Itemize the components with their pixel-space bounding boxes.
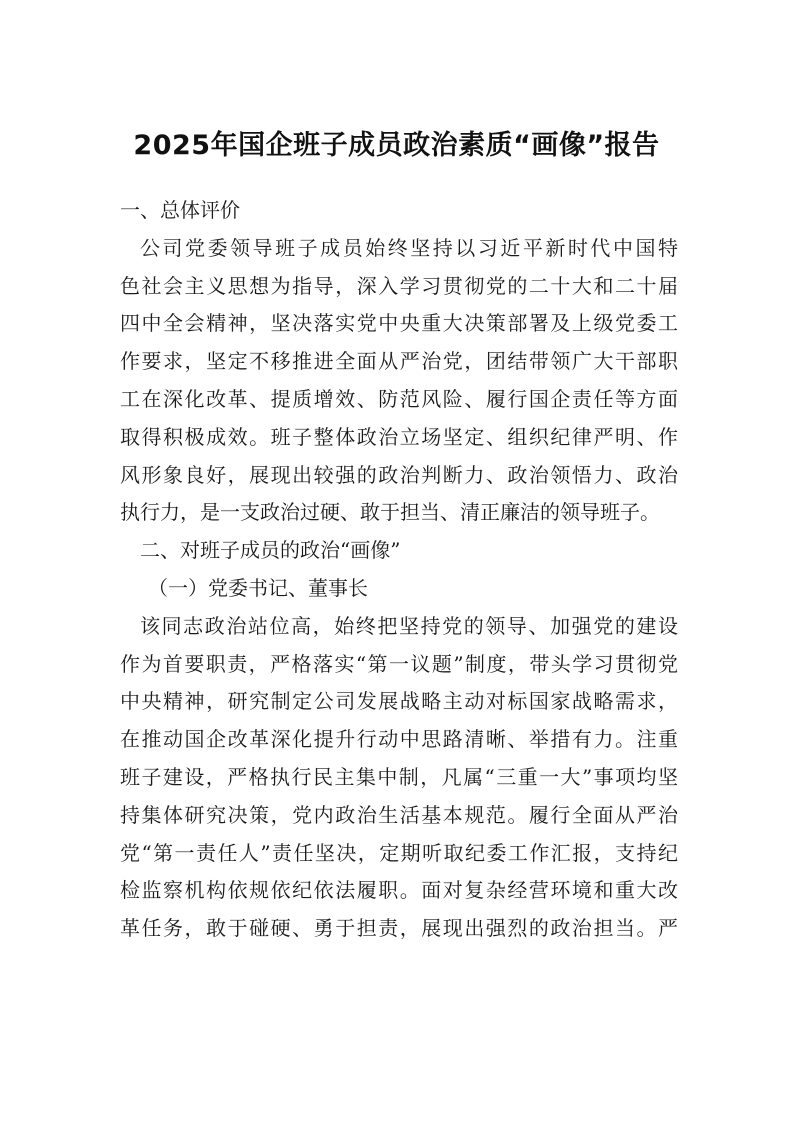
paragraph-overall-evaluation bbox=[120, 230, 678, 532]
paragraph-party-secretary bbox=[120, 608, 678, 948]
paragraph-line: 作要求，坚定不移推进全面从严治党，团结带领广大干部职 bbox=[120, 349, 678, 374]
subsection-heading-party-secretary: （一）党委书记、董事长 bbox=[148, 575, 368, 600]
paragraph-line: 四中全会精神，坚决落实党中央重大决策部署及上级党委工 bbox=[120, 311, 678, 336]
paragraph-line: 工在深化改革、提质增效、防范风险、履行国企责任等方面 bbox=[120, 386, 678, 411]
paragraph-line: 风形象良好，展现出较强的政治判断力、政治领悟力、政治 bbox=[120, 462, 678, 487]
paragraph-line: 取得积极成效。班子整体政治立场坚定、组织纪律严明、作 bbox=[120, 424, 678, 449]
paragraph-line: 革任务，敢于碰硬、勇于担责，展现出强烈的政治担当。严 bbox=[120, 916, 678, 941]
section-heading-member-portraits: 二、对班子成员的政治“画像” bbox=[140, 538, 401, 563]
section-heading-overall-evaluation: 一、总体评价 bbox=[120, 198, 240, 222]
paragraph-line: 班子建设，严格执行民主集中制，凡属“三重一大”事项均坚 bbox=[120, 764, 678, 789]
paragraph-line: 中央精神，研究制定公司发展战略主动对标国家战略需求， bbox=[120, 689, 678, 714]
paragraph-line: 持集体研究决策，党内政治生活基本规范。履行全面从严治 bbox=[120, 802, 678, 827]
paragraph-line: 执行力，是一支政治过硬、敢于担当、清正廉洁的领导班子。 bbox=[120, 500, 660, 525]
document-title: 2025年国企班子成员政治素质“画像”报告 bbox=[133, 130, 660, 161]
paragraph-line: 在推动国企改革深化提升行动中思路清晰、举措有力。注重 bbox=[120, 727, 678, 752]
paragraph-line: 检监察机构依规依纪依法履职。面对复杂经营环境和重大改 bbox=[120, 878, 678, 903]
paragraph-line: 作为首要职责，严格落实“第一议题”制度，带头学习贯彻党 bbox=[120, 651, 678, 676]
document-body bbox=[120, 192, 678, 948]
paragraph-line: 该同志政治站位高，始终把坚持党的领导、加强党的建设 bbox=[140, 613, 678, 638]
paragraph-line: 公司党委领导班子成员始终坚持以习近平新时代中国特 bbox=[140, 235, 678, 260]
paragraph-line: 色社会主义思想为指导，深入学习贯彻党的二十大和二十届 bbox=[120, 273, 678, 298]
paragraph-line: 党“第一责任人”责任坚决，定期听取纪委工作汇报，支持纪 bbox=[120, 840, 678, 865]
